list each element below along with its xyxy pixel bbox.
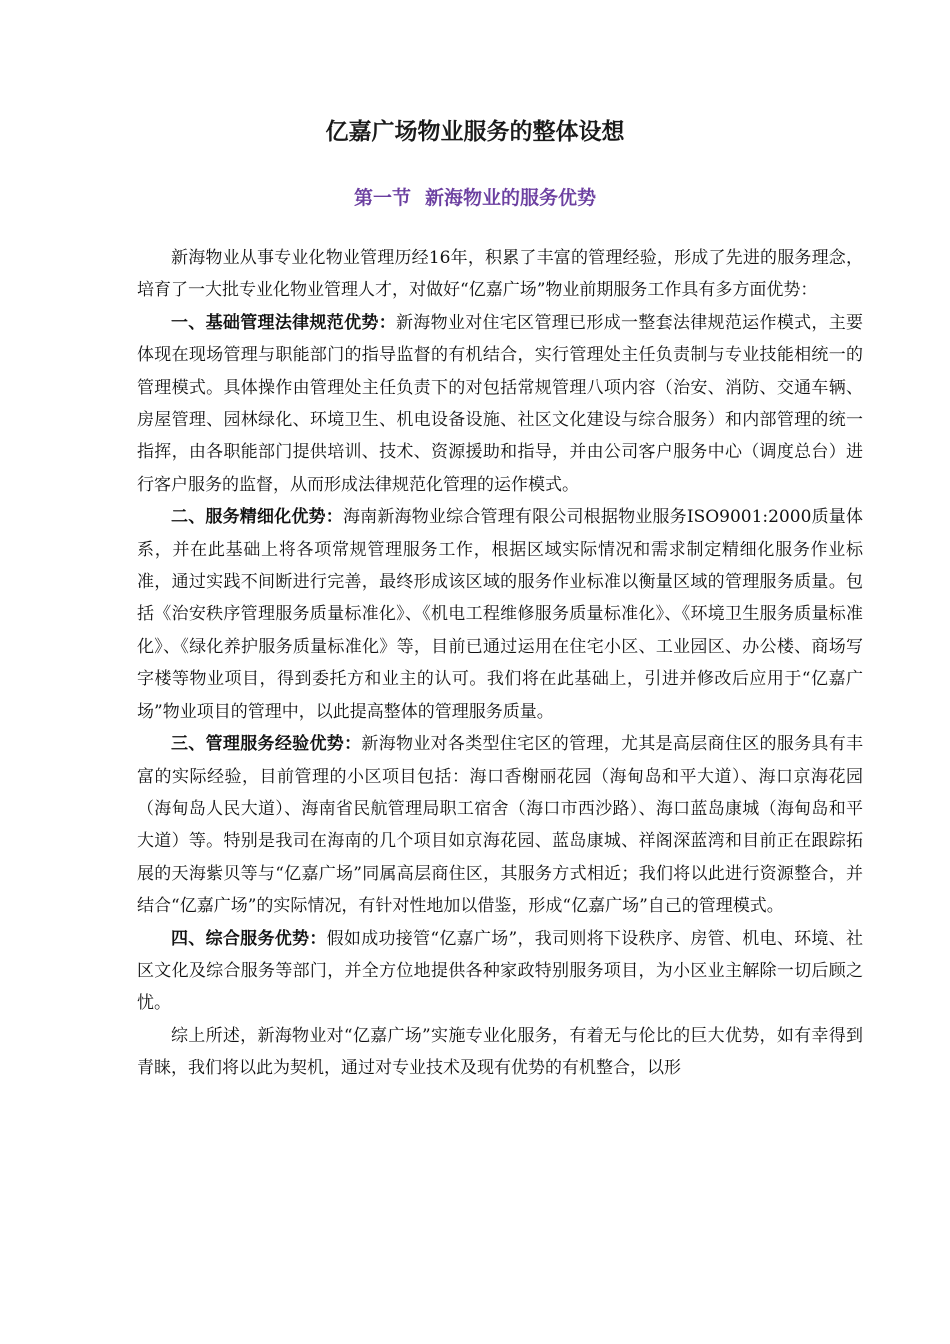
advantage-heading-1: 一、基础管理法律规范优势： bbox=[171, 312, 396, 333]
conclusion-paragraph: 综上所述，新海物业对“亿嘉广场”实施专业化服务，有着无与伦比的巨大优势，如有幸得到青睐，我们将以此为契机，通过对专业技术及现有优势的有机整合，以形 bbox=[137, 1025, 863, 1079]
advantage-text-2: 海南新海物业综合管理有限公司根据物业服务ISO9001:2000质量体系，并在此基础上将各项常规管理服务工作，根据区域实际情况和需求制定精细化服务作业标准，通过实践不间断进行完善，最终形成该区域的服务作业标准以衡量区域的管理服务质量。包括《治安秩序管理服务质量标准化》、《机电工程维修服务质量标准化》、《环境卫生服务质量标准化》、《绿化养护服务质量标准化》等，目前已通过运用在住宅小区、工业园区、办公楼、商场写字楼等物业项目，得到委托方和业主的认可。我们将在此基础上，引进并修改后应用于“亿嘉广场”物业项目的管理中，以此提高整体的管理服务质量。 bbox=[137, 507, 863, 722]
advantage-heading-3: 三、管理服务经验优势： bbox=[171, 734, 362, 755]
section-heading bbox=[0, 184, 950, 212]
advantage-paragraph-3 bbox=[137, 728, 863, 922]
intro-paragraph: 新海物业从事专业化物业管理历经16年，积累了丰富的管理经验，形成了先进的服务理念，培育了一大批专业化物业管理人才，对做好“亿嘉广场”物业前期服务工作具有多方面优势： bbox=[137, 248, 863, 301]
document-title: 亿嘉广场物业服务的整体设想 bbox=[325, 119, 625, 145]
advantage-heading-2: 二、服务精细化优势： bbox=[171, 507, 343, 528]
section-number: 第一节 bbox=[353, 187, 411, 209]
advantage-paragraph-1 bbox=[137, 307, 863, 501]
document-body bbox=[137, 242, 863, 1085]
section-title: 新海物业的服务优势 bbox=[425, 187, 597, 209]
advantage-heading-4: 四、综合服务优势： bbox=[171, 928, 327, 949]
advantage-text-4: 假如成功接管“亿嘉广场”，我司则将下设秩序、房管、机电、环境、社区文化及综合服务等部门，并全方位地提供各种家政特别服务项目，为小区业主解除一切后顾之忧。 bbox=[137, 928, 864, 1014]
advantage-text-3: 新海物业对各类型住宅区的管理，尤其是高层商住区的服务具有丰富的实际经验，目前管理的小区项目包括：海口香榭丽花园（海甸岛和平大道）、海口京海花园（海甸岛人民大道）、海南省民航管理局职工宿舍（海口市西沙路）、海口蓝岛康城（海甸岛和平大道）等。特别是我司在海南的几个项目如京海花园、蓝岛康城、祥阁深蓝湾和目前正在跟踪拓展的天海紫贝等与“亿嘉广场”同属高层商住区，其服务方式相近；我们将以此进行资源整合，并结合“亿嘉广场”的实际情况，有针对性地加以借鉴，形成“亿嘉广场”自己的管理模式。 bbox=[137, 734, 864, 917]
advantage-paragraph-4 bbox=[137, 923, 863, 1020]
advantage-paragraph-2 bbox=[137, 501, 863, 728]
advantage-text-1: 新海物业对住宅区管理已形成一整套法律规范运作模式，主要体现在现场管理与职能部门的指导监督的有机结合，实行管理处主任负责制与专业技能相统一的管理模式。具体操作由管理处主任负责下的对包括常规管理八项内容（治安、消防、交通车辆、房屋管理、园林绿化、环境卫生、机电设备设施、社区文化建设与综合服务）和内部管理的统一指挥，由各职能部门提供培训、技术、资源援助和指导，并由公司客户服务中心（调度总台）进行客户服务的监督，从而形成法律规范化管理的运作模式。 bbox=[137, 312, 863, 495]
